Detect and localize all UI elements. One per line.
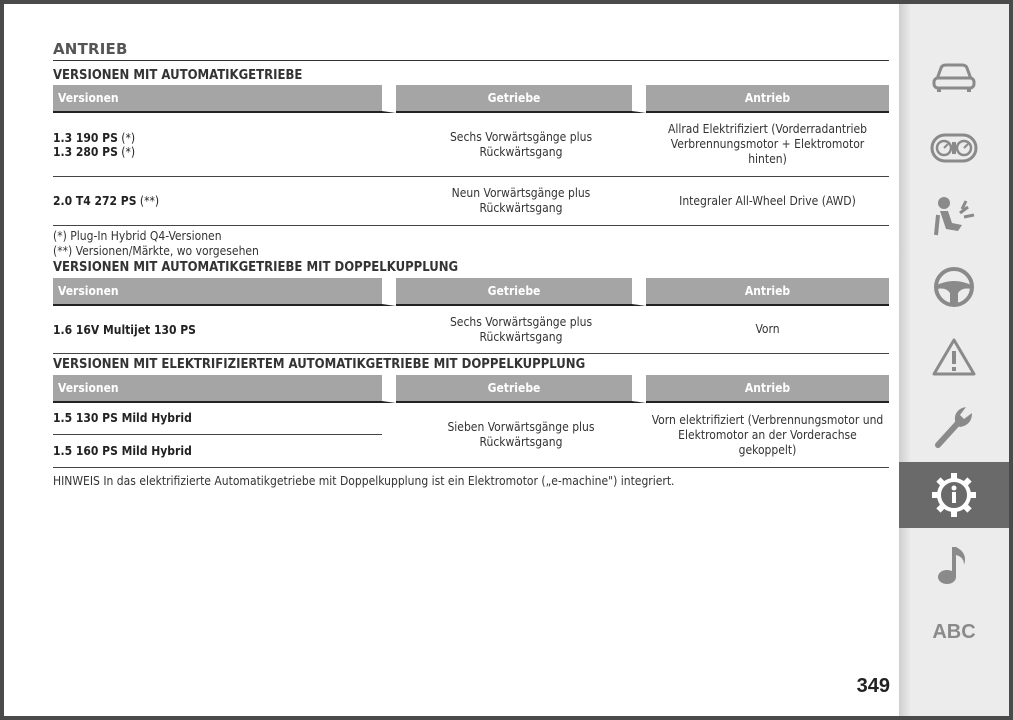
car-icon xyxy=(931,59,977,95)
antrieb-cell xyxy=(646,403,889,468)
content-area xyxy=(53,40,889,489)
getriebe-cell xyxy=(396,113,646,177)
version-cell xyxy=(53,113,396,177)
footnote: (*) Plug-In Hybrid Q4-Versionen xyxy=(53,229,222,243)
column-header-antrieb: Antrieb xyxy=(646,85,889,113)
column-header-getriebe: Getriebe xyxy=(396,85,646,113)
index-label: ABC xyxy=(932,620,976,643)
version-name: 1.6 16V Multijet 130 PS xyxy=(53,322,196,337)
footnote-marker: (*) xyxy=(117,130,136,145)
column-header-versionen: Versionen xyxy=(53,85,396,113)
version-name: 2.0 T4 272 PS xyxy=(53,194,137,208)
seat-airbag-icon xyxy=(932,195,976,239)
antrieb-cell xyxy=(646,113,889,177)
getriebe-text: Sechs Vorwärtsgänge plus Rückwärtsgang xyxy=(449,314,593,344)
sidebar-item-multimedia[interactable] xyxy=(899,532,1009,598)
sidebar-nav xyxy=(899,4,1009,716)
getriebe-cell xyxy=(396,177,646,226)
table-header-row xyxy=(53,85,889,113)
footnote-marker: (*) xyxy=(117,144,136,159)
getriebe-cell xyxy=(396,403,646,468)
version-name: 1.5 160 PS Mild Hybrid xyxy=(53,444,192,458)
sidebar-item-safety[interactable] xyxy=(899,184,1009,250)
wrench-icon xyxy=(932,403,976,449)
section-heading-elektrifiziert: VERSIONEN MIT ELEKTRIFIZIERTEM AUTOMATIKGETRIEBE MIT DOPPELKUPPLUNG xyxy=(53,357,586,372)
table-row xyxy=(53,177,889,226)
version-cell xyxy=(53,306,396,354)
page-number: 349 xyxy=(856,675,890,697)
sidebar-item-index[interactable] xyxy=(899,599,1009,665)
footnote: (**) Versionen/Märkte, wo vorgesehen xyxy=(53,244,259,258)
sidebar-item-driving[interactable] xyxy=(899,254,1009,320)
sidebar-item-maintenance[interactable] xyxy=(899,393,1009,459)
table-doppelkupplung xyxy=(53,278,889,354)
version-cell xyxy=(53,403,396,468)
gear-info-icon xyxy=(931,472,977,518)
column-header-getriebe: Getriebe xyxy=(396,375,646,403)
sidebar-item-technical-data[interactable] xyxy=(899,462,1009,528)
manual-page xyxy=(4,4,1009,716)
footnote-marker: (**) xyxy=(136,194,160,208)
getriebe-text: Sechs Vorwärtsgänge plus Rückwärtsgang xyxy=(449,129,593,159)
version-cell xyxy=(53,177,396,226)
sidebar-item-instruments[interactable] xyxy=(899,115,1009,181)
table-row xyxy=(53,306,889,354)
table-automatik xyxy=(53,85,889,226)
hinweis-note: HINWEIS In das elektrifizierte Automatikgetriebe mit Doppelkupplung ist ein Elektromotor („e-machine") integriert. xyxy=(53,474,675,488)
antrieb-text: Vorn xyxy=(755,322,780,336)
version-name: 1.3 280 PS xyxy=(53,144,118,159)
warning-triangle-icon xyxy=(932,337,976,377)
footnotes xyxy=(53,229,889,259)
antrieb-cell xyxy=(646,177,889,226)
getriebe-text: Sieben Vorwärtsgänge plus Rückwärtsgang xyxy=(447,420,595,449)
antrieb-cell xyxy=(646,306,889,354)
column-header-versionen: Versionen xyxy=(53,375,396,403)
column-header-antrieb: Antrieb xyxy=(646,375,889,403)
page-title: ANTRIEB xyxy=(53,40,889,61)
section-heading-doppelkupplung: VERSIONEN MIT AUTOMATIKGETRIEBE MIT DOPPELKUPPLUNG xyxy=(53,260,459,275)
table-header-row xyxy=(53,375,889,403)
steering-wheel-icon xyxy=(932,265,976,309)
column-header-versionen: Versionen xyxy=(53,278,396,306)
sidebar-item-emergency[interactable] xyxy=(899,324,1009,390)
version-name: 1.3 190 PS xyxy=(53,130,118,145)
getriebe-text: Neun Vorwärtsgänge plus Rückwärtsgang xyxy=(451,186,591,215)
getriebe-cell xyxy=(396,306,646,354)
antrieb-text: Vorn elektrifiziert (Verbrennungsmotor und Elektromotor an der Vorderachse gekoppelt) xyxy=(651,412,884,457)
table-row xyxy=(53,403,889,468)
antrieb-text: Integraler All-Wheel Drive (AWD) xyxy=(679,193,856,208)
table-row xyxy=(53,113,889,177)
sidebar-item-vehicle[interactable] xyxy=(899,44,1009,110)
table-elektrifiziert xyxy=(53,375,889,468)
column-header-getriebe: Getriebe xyxy=(396,278,646,306)
antrieb-text: Allrad Elektrifiziert (Vorderradantrieb Verbrennungsmotor + Elektromotor hinten) xyxy=(667,122,868,166)
column-header-antrieb: Antrieb xyxy=(646,278,889,306)
table-header-row xyxy=(53,278,889,306)
version-name: 1.5 130 PS Mild Hybrid xyxy=(53,403,382,435)
section-heading-automatik: VERSIONEN MIT AUTOMATIKGETRIEBE xyxy=(53,68,303,83)
music-note-icon xyxy=(934,543,974,587)
dashboard-icon xyxy=(930,131,978,165)
